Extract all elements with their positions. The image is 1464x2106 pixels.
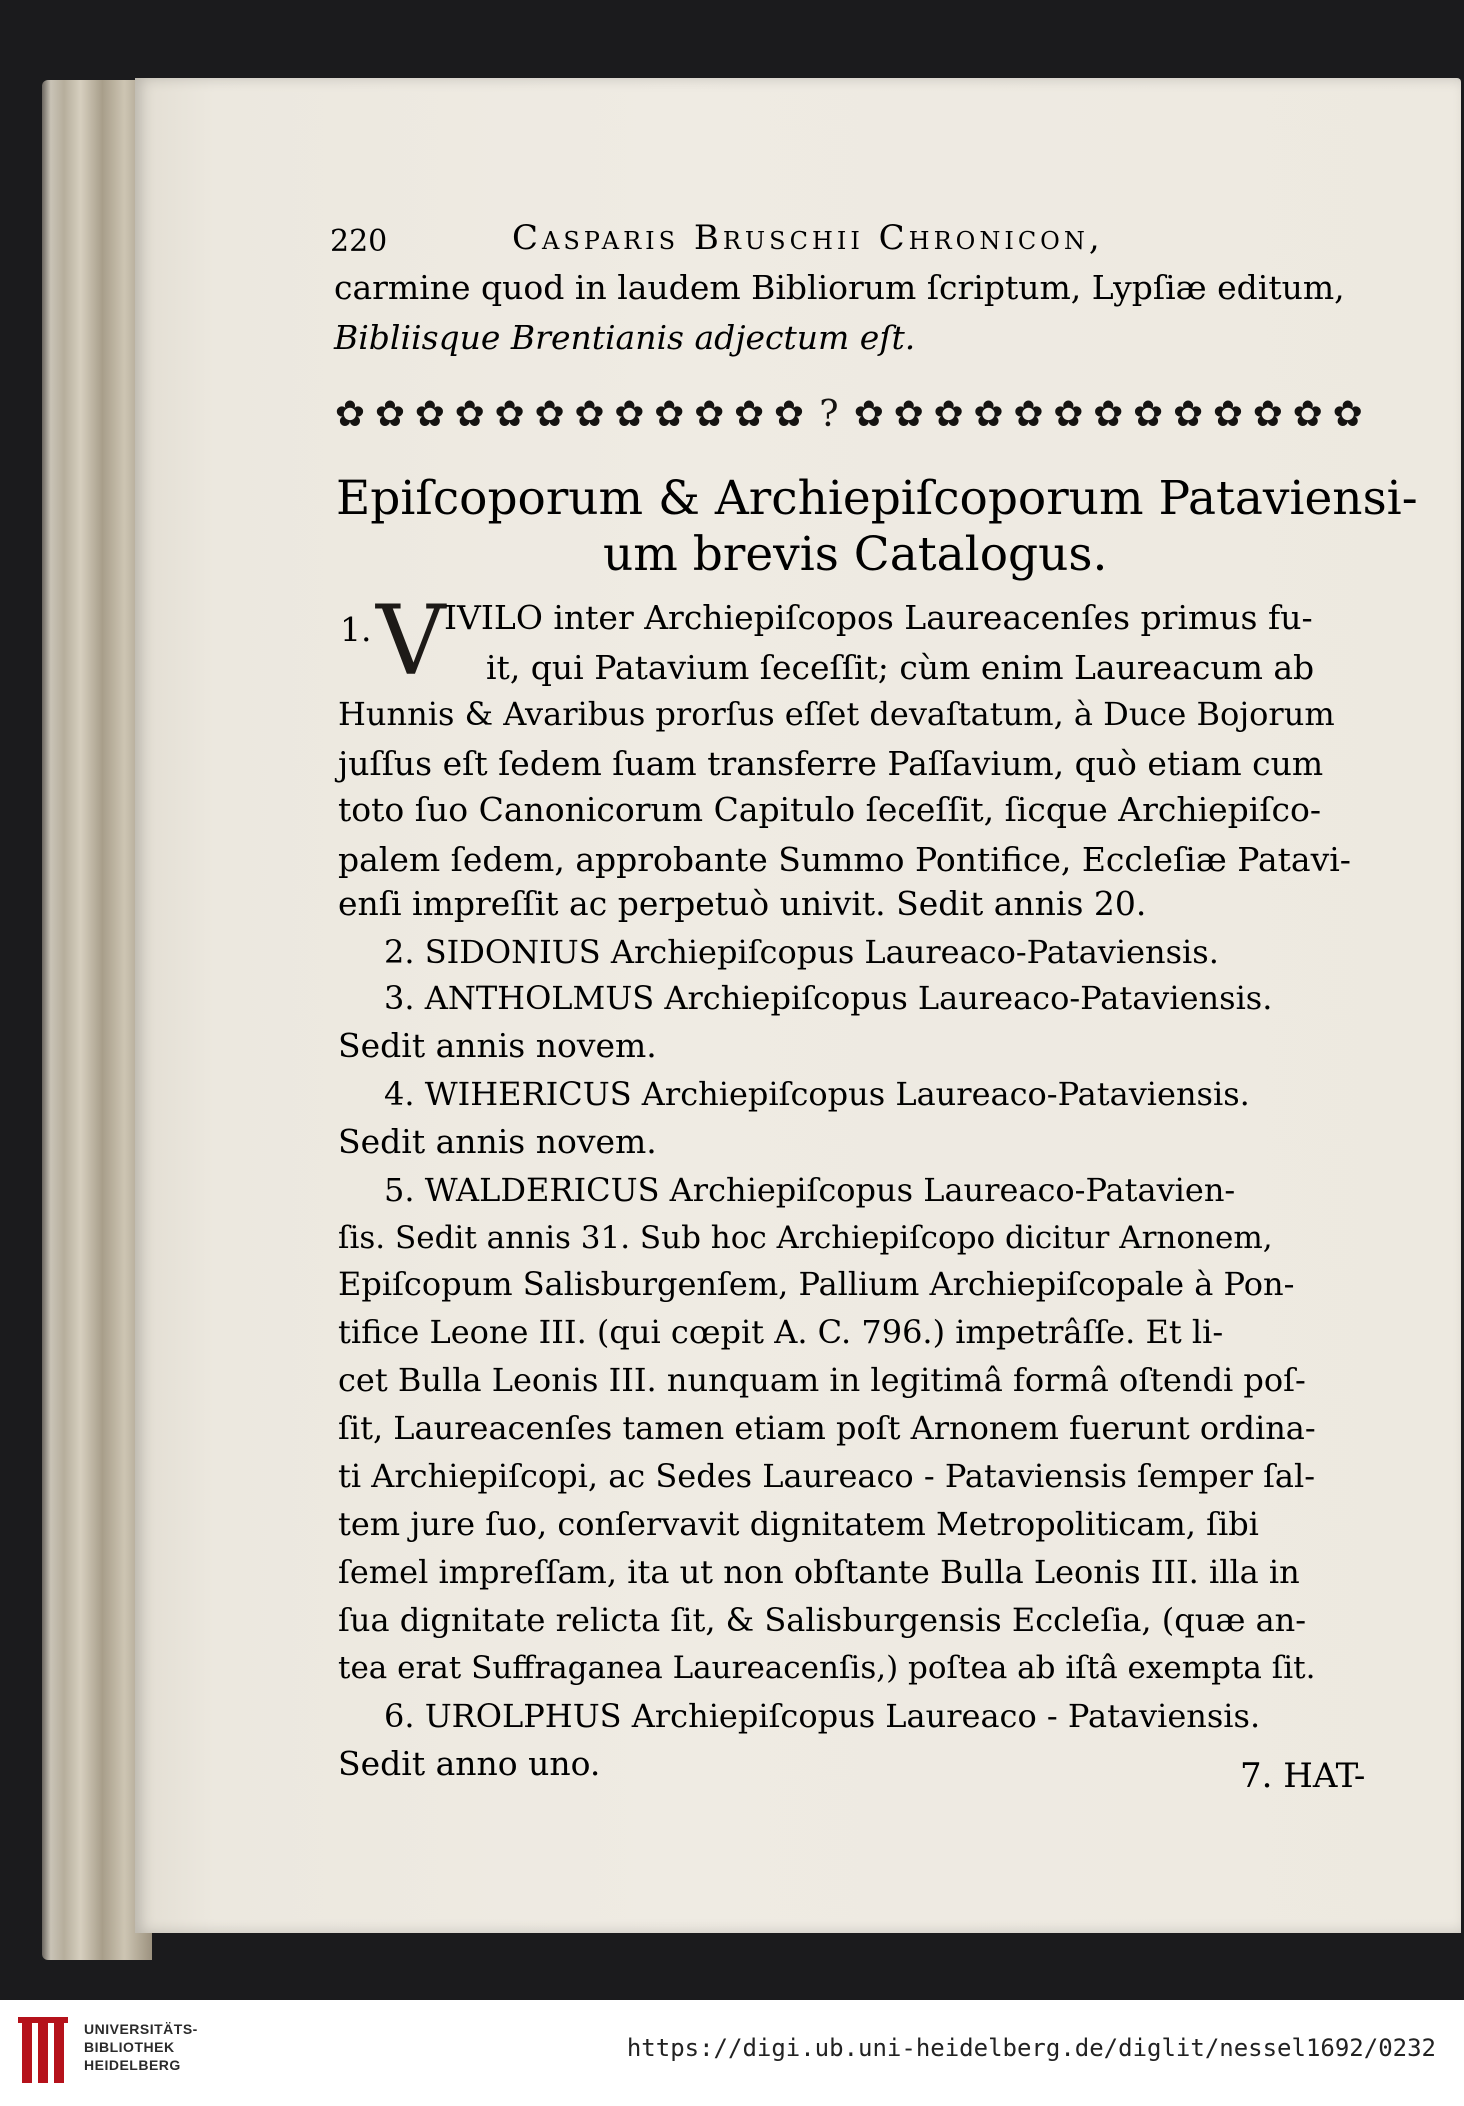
body-line: Hunnis & Avaribus prorſus eſſet devaſtatum, à Duce Bojorum bbox=[338, 695, 1335, 733]
body-line: it, qui Patavium ſeceſſit; cùm enim Laureacum ab bbox=[486, 648, 1315, 687]
logo-line-2: BIBLIOTHEK bbox=[84, 2039, 175, 2055]
rosette-icon: ✿ bbox=[853, 393, 884, 435]
rosette-icon: ✿ bbox=[414, 393, 445, 435]
body-line: 4. WIHERICUS Archiepiſcopus Laureaco-Pataviensis. bbox=[384, 1075, 1250, 1113]
rosette-icon: ✿ bbox=[1053, 393, 1084, 435]
body-line: ſit, Laureacenſes tamen etiam poſt Arnonem fuerunt ordina- bbox=[338, 1409, 1316, 1447]
rosette-icon: ✿ bbox=[1093, 393, 1124, 435]
ornament-border bbox=[332, 392, 1366, 436]
body-line: Epiſcopum Salisburgenſem, Pallium Archiepiſcopale à Pon- bbox=[338, 1265, 1295, 1303]
rosette-icon: ✿ bbox=[494, 393, 525, 435]
body-line: enſi impreſſit ac perpetuò univit. Sedit annis 20. bbox=[338, 884, 1147, 923]
catalog-title-line-2: um brevis Catalogus. bbox=[603, 527, 1108, 582]
logo-line-3: HEIDELBERG bbox=[84, 2057, 181, 2073]
body-line: IVILO inter Archiepiſcopos Laureacenſes primus fu- bbox=[444, 598, 1313, 637]
body-line: toto ſuo Canonicorum Capitulo ſeceſſit, ſicque Archiepiſco- bbox=[338, 790, 1322, 829]
catchword: 7. HAT- bbox=[1240, 1756, 1366, 1796]
body-line: tem jure ſuo, conſervavit dignitatem Metropoliticam, ſibi bbox=[338, 1505, 1259, 1543]
entry-number-1: 1. bbox=[340, 610, 372, 649]
body-line: 3. ANTHOLMUS Archiepiſcopus Laureaco-Pataviensis. bbox=[384, 979, 1273, 1017]
rosette-icon: ✿ bbox=[773, 393, 805, 435]
rosette-icon: ✿ bbox=[973, 393, 1004, 435]
body-line: cet Bulla Leonis III. nunquam in legitimâ formâ oſtendi poſ- bbox=[338, 1361, 1306, 1399]
rosette-icon: ✿ bbox=[733, 393, 765, 435]
rosette-icon: ✿ bbox=[574, 393, 605, 435]
rosette-icon: ✿ bbox=[654, 393, 685, 435]
drop-cap: V bbox=[376, 585, 446, 697]
body-line: palem ſedem, approbante Summo Pontifice, Eccleſiæ Patavi- bbox=[338, 840, 1351, 879]
body-line: juſſus eſt ſedem ſuam transferre Paſſavium, quò etiam cum bbox=[338, 744, 1324, 783]
intro-line-2: Bibliisque Brentianis adjectum eſt. bbox=[334, 318, 916, 357]
library-logo-text bbox=[84, 2020, 198, 2074]
body-line: ſua dignitate relicta ſit, & Salisburgensis Eccleſia, (quæ an- bbox=[338, 1601, 1307, 1639]
rosette-icon: ✿ bbox=[454, 393, 485, 435]
body-line: 2. SIDONIUS Archiepiſcopus Laureaco-Pataviensis. bbox=[384, 933, 1219, 971]
body-line: Sedit annis novem. bbox=[338, 1122, 657, 1161]
rosette-icon: ✿ bbox=[334, 393, 366, 435]
body-line: 5. WALDERICUS Archiepiſcopus Laureaco-Patavien- bbox=[384, 1171, 1236, 1209]
rosette-icon: ✿ bbox=[893, 393, 924, 435]
ornament-separator: ? bbox=[819, 393, 839, 435]
rosette-icon: ✿ bbox=[1332, 393, 1363, 435]
body-line: Sedit annis novem. bbox=[338, 1026, 657, 1065]
rosette-icon: ✿ bbox=[1172, 393, 1204, 435]
rosette-icon: ✿ bbox=[1292, 393, 1323, 435]
rosette-icon: ✿ bbox=[1013, 393, 1044, 435]
rosette-icon: ✿ bbox=[1212, 393, 1244, 435]
rosette-icon: ✿ bbox=[933, 393, 964, 435]
body-line: Sedit anno uno. bbox=[338, 1744, 601, 1783]
body-line: ſis. Sedit annis 31. Sub hoc Archiepiſcopo dicitur Arnonem, bbox=[338, 1220, 1273, 1256]
body-line: tifice Leone III. (qui cœpit A. C. 796.) impetrâſſe. Et li- bbox=[338, 1313, 1224, 1351]
body-line: tea erat Suffraganea Laureacenſis,) poſtea ab iſtâ exempta ſit. bbox=[338, 1650, 1316, 1686]
rosette-icon: ✿ bbox=[374, 393, 405, 435]
rosette-icon: ✿ bbox=[1252, 393, 1283, 435]
logo-line-1: UNIVERSITÄTS- bbox=[84, 2021, 198, 2037]
body-line: ti Archiepiſcopi, ac Sedes Laureaco - Pataviensis ſemper ſal- bbox=[338, 1457, 1316, 1495]
rosette-icon: ✿ bbox=[1133, 393, 1164, 435]
permalink-url[interactable]: https://digi.ub.uni-heidelberg.de/diglit/nessel1692/0232 bbox=[626, 2034, 1436, 2062]
rosette-icon: ✿ bbox=[694, 393, 725, 435]
catalog-title-line-1: Epiſcoporum & Archiepiſcoporum Pataviensi- bbox=[336, 471, 1418, 526]
library-logo-icon bbox=[18, 2017, 72, 2089]
rosette-icon: ✿ bbox=[534, 393, 565, 435]
running-head: Casparis Bruschii Chronicon, bbox=[512, 218, 1104, 258]
intro-line-1: carmine quod in laudem Bibliorum ſcriptum, Lypſiæ editum, bbox=[334, 268, 1345, 307]
body-line: 6. UROLPHUS Archiepiſcopus Laureaco - Pataviensis. bbox=[384, 1697, 1261, 1735]
page-number: 220 bbox=[330, 224, 388, 259]
body-line: ſemel impreſſam, ita ut non obſtante Bulla Leonis III. illa in bbox=[338, 1553, 1300, 1591]
rosette-icon: ✿ bbox=[614, 393, 645, 435]
